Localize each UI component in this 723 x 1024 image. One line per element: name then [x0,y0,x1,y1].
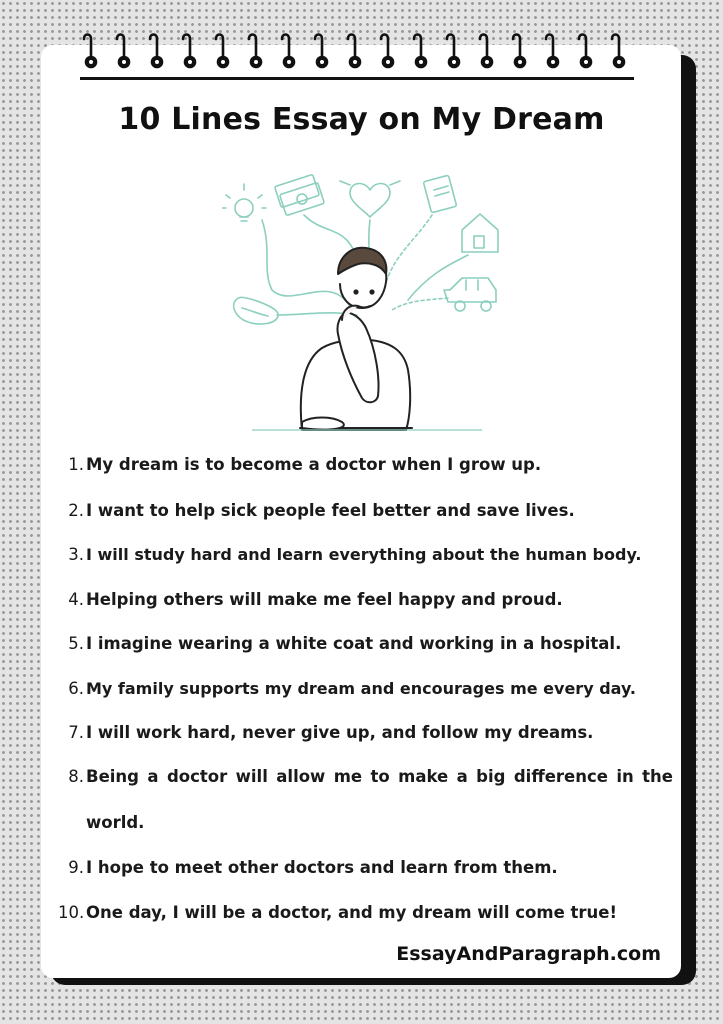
item-number: 4. [68,590,84,609]
item-number: 1. [68,455,84,474]
item-text: My family supports my dream and encourages me every day. [86,679,636,698]
item-text: I imagine wearing a white coat and working in a hospital. [86,634,622,653]
boy-dreaming-icon [222,160,517,445]
item-number: 8. [68,767,84,786]
item-text: I will study hard and learn everything about the human body. [86,545,642,564]
item-number: 6. [68,679,84,698]
item-text: I want to help sick people feel better and save lives. [86,501,575,520]
item-text: I hope to meet other doctors and learn from them. [86,858,558,877]
header-rule [80,77,634,80]
item-number: 3. [68,545,84,564]
site-watermark: EssayAndParagraph.com [396,943,661,965]
item-text: My dream is to become a doctor when I grow up. [86,455,542,474]
page-title: 10 Lines Essay on My Dream [118,102,605,137]
item-number: 5. [68,634,84,653]
item-number: 10. [58,903,85,922]
item-number: 2. [68,501,84,520]
item-text: One day, I will be a doctor, and my dream will come true! [86,903,617,922]
item-text: Being a doctor will allow me to make a big difference in the world. [86,767,673,832]
item-number: 9. [68,858,84,877]
item-text: Helping others will make me feel happy and proud. [86,590,563,609]
spiral-binding [70,30,660,76]
item-number: 7. [68,723,84,742]
item-text: I will work hard, never give up, and follow my dreams. [86,723,594,742]
